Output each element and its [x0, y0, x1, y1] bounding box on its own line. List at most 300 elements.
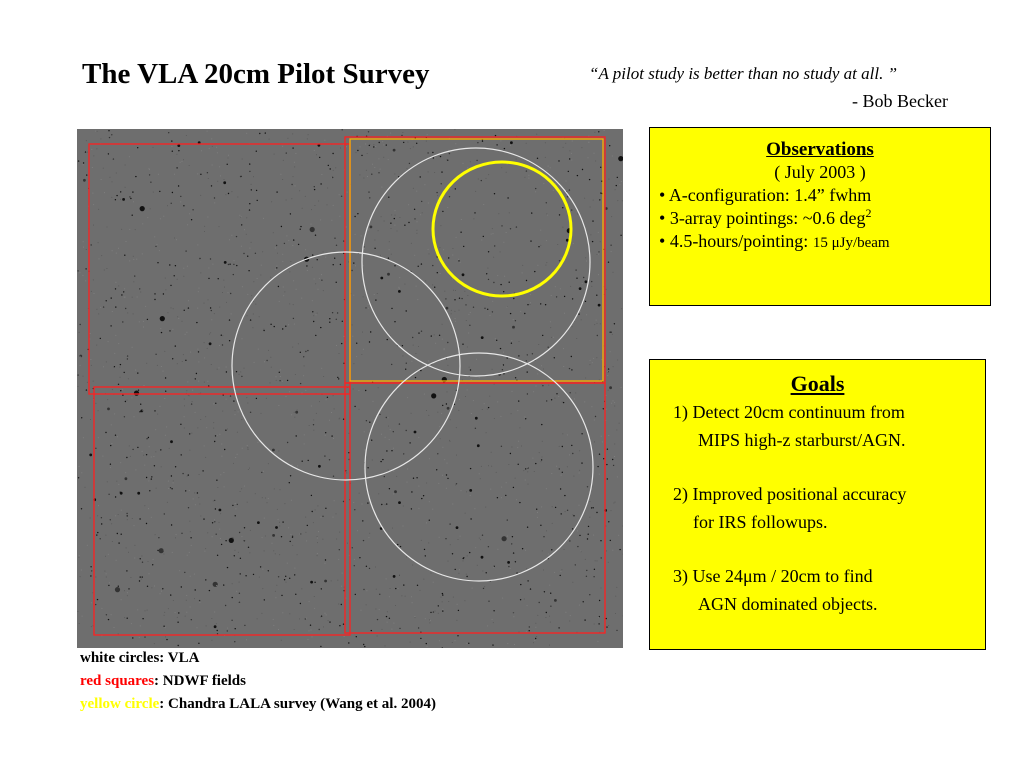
noise: [589, 501, 590, 502]
noise: [163, 371, 164, 372]
noise: [214, 519, 215, 520]
star: [176, 167, 177, 168]
noise: [461, 353, 462, 354]
noise: [259, 316, 260, 317]
star: [312, 511, 313, 512]
noise: [98, 313, 99, 314]
noise: [582, 283, 583, 284]
noise: [316, 154, 317, 155]
noise: [444, 348, 445, 349]
star: [343, 501, 344, 502]
noise: [207, 217, 208, 218]
star: [236, 265, 237, 266]
star: [322, 516, 323, 517]
noise: [311, 406, 312, 407]
star: [399, 628, 400, 629]
star: [139, 411, 140, 412]
noise: [168, 488, 169, 489]
noise: [425, 618, 426, 619]
noise: [207, 381, 208, 382]
noise: [217, 181, 218, 182]
noise: [334, 500, 335, 501]
noise: [442, 475, 443, 476]
noise: [338, 604, 339, 605]
star: [612, 459, 613, 460]
star: [233, 274, 234, 275]
star: [78, 160, 79, 161]
star: [426, 643, 427, 644]
noise: [388, 159, 389, 160]
noise: [488, 465, 489, 466]
star: [140, 558, 141, 559]
noise: [161, 366, 162, 367]
noise: [424, 394, 425, 395]
noise: [458, 259, 459, 260]
noise: [297, 554, 298, 555]
star: [463, 557, 464, 558]
star: [418, 627, 419, 628]
noise: [224, 287, 225, 288]
star: [386, 503, 387, 504]
star: [391, 308, 392, 309]
noise: [286, 582, 287, 583]
noise: [107, 399, 108, 400]
noise: [579, 450, 580, 451]
noise: [570, 615, 571, 616]
star: [500, 284, 501, 285]
star: [148, 437, 149, 438]
star: [198, 351, 199, 352]
star: [86, 389, 87, 390]
star: [276, 267, 277, 268]
noise: [522, 272, 523, 273]
noise: [100, 307, 101, 308]
star: [341, 196, 342, 197]
noise: [524, 599, 525, 600]
noise: [220, 538, 221, 539]
star: [95, 604, 96, 605]
noise: [388, 426, 389, 427]
noise: [187, 555, 188, 556]
star: [423, 495, 424, 496]
noise: [176, 154, 177, 155]
noise: [540, 245, 541, 246]
star: [96, 534, 97, 535]
star: [563, 402, 564, 403]
noise: [149, 168, 150, 169]
star: [290, 541, 291, 542]
star: [314, 582, 315, 583]
noise: [421, 540, 422, 541]
star: [575, 269, 576, 270]
noise: [238, 411, 239, 412]
noise: [96, 148, 97, 149]
star: [171, 475, 172, 476]
star: [510, 453, 511, 454]
star: [397, 544, 398, 545]
star: [147, 319, 148, 320]
noise: [441, 413, 442, 414]
star: [278, 576, 279, 577]
noise: [530, 294, 531, 295]
star: [551, 399, 552, 400]
noise: [488, 297, 489, 298]
noise: [614, 456, 615, 457]
noise: [460, 262, 461, 263]
star: [256, 398, 257, 399]
noise: [153, 147, 154, 148]
noise: [292, 545, 293, 546]
noise: [608, 179, 609, 180]
noise: [317, 553, 318, 554]
noise: [129, 229, 130, 230]
noise: [228, 158, 229, 159]
star: [170, 440, 173, 443]
star: [569, 189, 570, 190]
noise: [114, 413, 115, 414]
noise: [95, 577, 96, 578]
noise: [561, 257, 562, 258]
star: [570, 392, 571, 393]
noise: [332, 177, 333, 178]
star: [196, 373, 197, 374]
noise: [483, 204, 484, 205]
noise: [195, 412, 196, 413]
noise: [257, 442, 258, 443]
noise: [231, 313, 232, 314]
noise: [470, 312, 471, 313]
star: [101, 523, 102, 524]
star: [302, 461, 303, 462]
noise: [503, 352, 504, 353]
star: [456, 483, 457, 484]
noise: [589, 364, 590, 365]
noise: [190, 607, 191, 608]
star: [272, 449, 275, 452]
noise: [121, 510, 122, 511]
noise: [101, 179, 102, 180]
star: [395, 588, 396, 589]
noise: [242, 338, 243, 339]
star: [365, 390, 366, 391]
noise: [540, 461, 541, 462]
noise: [313, 430, 314, 431]
star: [387, 339, 388, 340]
star: [321, 588, 322, 589]
noise: [444, 291, 445, 292]
noise: [323, 290, 324, 291]
noise: [480, 539, 481, 540]
noise: [114, 627, 115, 628]
noise: [127, 592, 128, 593]
noise: [411, 361, 412, 362]
star: [240, 558, 241, 559]
noise: [299, 190, 300, 191]
star: [293, 318, 294, 319]
star: [512, 326, 515, 329]
noise: [590, 234, 591, 235]
noise: [211, 618, 212, 619]
noise: [119, 367, 120, 368]
star: [363, 540, 364, 541]
star: [196, 322, 197, 323]
noise: [150, 208, 151, 209]
noise: [533, 391, 534, 392]
noise: [428, 249, 429, 250]
star: [233, 400, 234, 401]
star: [223, 181, 226, 184]
star: [106, 300, 107, 301]
noise: [354, 559, 355, 560]
noise: [549, 585, 550, 586]
star: [151, 478, 152, 479]
noise: [501, 167, 502, 168]
star: [217, 555, 218, 556]
star: [144, 636, 145, 637]
star: [185, 250, 186, 251]
noise: [262, 537, 263, 538]
star: [551, 549, 552, 550]
star: [354, 406, 355, 407]
noise: [467, 389, 468, 390]
star: [545, 304, 546, 305]
star: [380, 461, 381, 462]
star: [233, 264, 234, 265]
noise: [455, 318, 456, 319]
noise: [219, 166, 220, 167]
noise: [192, 401, 193, 402]
star: [86, 174, 87, 175]
noise: [135, 469, 136, 470]
noise: [503, 242, 504, 243]
star: [325, 559, 326, 560]
noise: [596, 357, 597, 358]
star: [276, 191, 277, 192]
noise: [286, 200, 287, 201]
noise: [381, 216, 382, 217]
noise: [511, 340, 512, 341]
star: [214, 197, 215, 198]
noise: [444, 459, 445, 460]
noise: [235, 457, 236, 458]
star: [394, 321, 395, 322]
noise: [466, 491, 467, 492]
star: [101, 517, 102, 518]
star: [371, 440, 372, 441]
star: [127, 355, 128, 356]
noise: [92, 193, 93, 194]
noise: [389, 241, 390, 242]
star: [598, 304, 601, 307]
noise: [608, 562, 609, 563]
noise: [479, 377, 480, 378]
star: [161, 332, 162, 333]
noise: [98, 505, 99, 506]
noise: [275, 597, 276, 598]
star: [108, 494, 109, 495]
star: [503, 364, 504, 365]
noise: [470, 495, 471, 496]
noise: [406, 556, 407, 557]
noise: [476, 359, 477, 360]
noise: [311, 224, 312, 225]
noise: [167, 205, 168, 206]
noise: [289, 613, 290, 614]
star: [268, 570, 269, 571]
noise: [197, 427, 198, 428]
noise: [110, 467, 111, 468]
noise: [111, 443, 112, 444]
noise: [342, 573, 343, 574]
star: [554, 599, 557, 602]
star: [469, 489, 472, 492]
noise: [274, 154, 275, 155]
noise: [201, 150, 202, 151]
star: [191, 219, 192, 220]
star: [449, 153, 450, 154]
star: [250, 319, 251, 320]
noise: [294, 162, 295, 163]
noise: [548, 166, 549, 167]
noise: [566, 181, 567, 182]
noise: [236, 591, 237, 592]
noise: [563, 147, 564, 148]
star: [541, 424, 542, 425]
noise: [93, 381, 94, 382]
noise: [463, 560, 464, 561]
noise: [565, 511, 566, 512]
star: [294, 574, 295, 575]
noise: [507, 536, 508, 537]
star: [527, 527, 528, 528]
star: [290, 475, 291, 476]
noise: [622, 200, 623, 201]
noise: [292, 245, 293, 246]
noise: [312, 636, 313, 637]
noise: [197, 244, 198, 245]
star: [216, 480, 217, 481]
noise: [387, 611, 388, 612]
noise: [144, 465, 145, 466]
noise: [319, 401, 320, 402]
noise: [125, 187, 126, 188]
star: [432, 152, 433, 153]
noise: [523, 470, 524, 471]
star: [319, 629, 320, 630]
noise: [394, 174, 395, 175]
noise: [572, 582, 573, 583]
noise: [405, 596, 406, 597]
noise: [611, 403, 612, 404]
star: [416, 477, 417, 478]
star: [215, 435, 216, 436]
noise: [134, 545, 135, 546]
star: [367, 467, 368, 468]
noise: [378, 387, 379, 388]
star: [616, 185, 617, 186]
star: [481, 336, 484, 339]
noise: [416, 233, 417, 234]
noise: [397, 388, 398, 389]
star: [227, 164, 228, 165]
noise: [262, 251, 263, 252]
noise: [359, 174, 360, 175]
noise: [550, 622, 551, 623]
star: [416, 143, 417, 144]
noise: [111, 614, 112, 615]
noise: [493, 622, 494, 623]
noise: [452, 248, 453, 249]
star: [429, 520, 430, 521]
star: [340, 264, 341, 265]
star: [380, 277, 383, 280]
noise: [246, 133, 247, 134]
noise: [118, 484, 119, 485]
noise: [235, 410, 236, 411]
noise: [616, 430, 617, 431]
star: [132, 215, 133, 216]
noise: [295, 153, 296, 154]
noise: [296, 289, 297, 290]
noise: [124, 288, 125, 289]
star: [127, 358, 128, 359]
noise: [516, 499, 517, 500]
noise: [439, 640, 440, 641]
noise: [87, 382, 88, 383]
noise: [214, 313, 215, 314]
noise: [226, 367, 227, 368]
star: [488, 601, 489, 602]
noise: [451, 188, 452, 189]
star: [550, 593, 551, 594]
star: [124, 416, 125, 417]
noise: [366, 590, 367, 591]
noise: [308, 134, 309, 135]
star: [379, 142, 380, 143]
star: [91, 244, 92, 245]
noise: [488, 174, 489, 175]
noise: [100, 138, 101, 139]
noise: [116, 253, 117, 254]
noise: [175, 612, 176, 613]
noise: [79, 466, 80, 467]
noise: [395, 215, 396, 216]
star: [272, 534, 275, 537]
noise: [115, 515, 116, 516]
star: [312, 254, 313, 255]
noise: [567, 434, 568, 435]
star: [354, 565, 355, 566]
noise: [165, 636, 166, 637]
noise: [83, 376, 84, 377]
noise: [363, 178, 364, 179]
star: [606, 464, 607, 465]
noise: [87, 152, 88, 153]
star: [257, 200, 258, 201]
noise: [266, 398, 267, 399]
noise: [537, 517, 538, 518]
noise: [147, 217, 148, 218]
noise: [90, 359, 91, 360]
noise: [85, 487, 86, 488]
goal-line: AGN dominated objects.: [698, 594, 878, 614]
star: [337, 312, 338, 313]
noise: [335, 167, 336, 168]
star: [227, 630, 228, 631]
noise: [597, 560, 598, 561]
noise: [595, 161, 596, 162]
star: [287, 442, 288, 443]
